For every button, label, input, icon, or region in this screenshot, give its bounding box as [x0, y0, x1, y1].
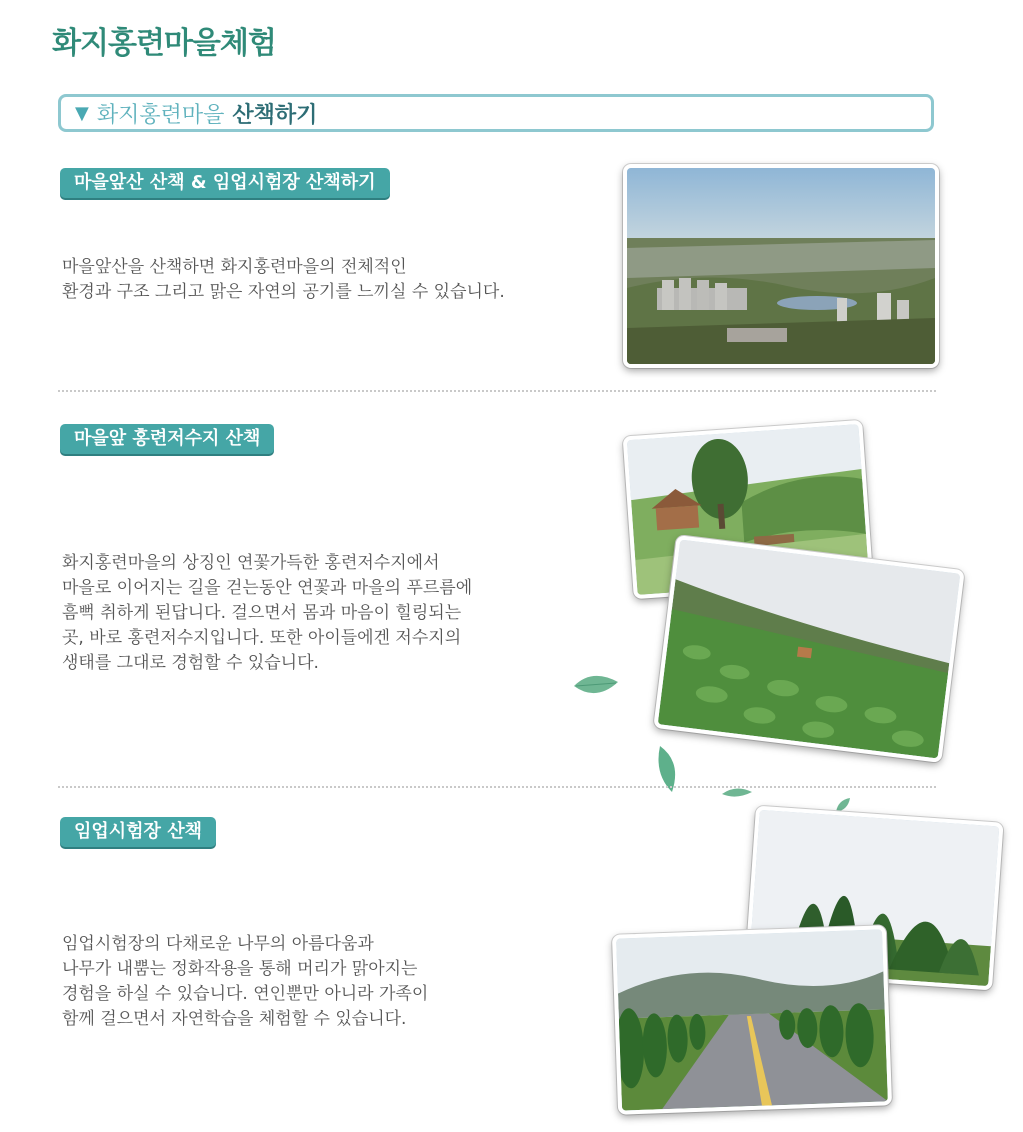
triangle-down-icon: ▼ [75, 102, 89, 124]
section-header [58, 94, 934, 132]
section-header-prefix: 화지홍련마을 [96, 102, 225, 128]
section-1-badge: 마을앞산 산책 & 임업시험장 산책하기 [60, 168, 390, 198]
section-3-description: 임업시험장의 다채로운 나무의 아름다움과 나무가 내뿜는 정화작용을 통해 머리가 맑아지는 경험을 하실 수 있습니다. 연인뿐만 아니라 가족이 함께 걸으면서 자연학습을 체험할 수 있습니다. [62, 934, 429, 1029]
mountain-view-photo [623, 164, 939, 368]
section-2-description: 화지홍련마을의 상징인 연꽃가득한 홍련저수지에서 마을로 이어지는 길을 걷는동안 연꽃과 마을의 푸르름에 흠뻑 취하게 된답니다. 걸으면서 몸과 마음이 힐링되는 곳, 바로 홍련저수지입니다. 또한 아이들에겐 저수지의 생태를 그대로 경험할 수 있습니다. [62, 553, 473, 673]
page-title: 화지홍련마을체험 [52, 26, 276, 61]
section-2-badge: 마을앞 홍련저수지 산책 [60, 424, 274, 454]
leaf-icon [572, 672, 620, 698]
section-divider [58, 390, 936, 392]
section-divider [58, 786, 936, 788]
tree-lined-road-photo [612, 925, 892, 1114]
section-1-description: 마을앞산을 산책하면 화지홍련마을의 전체적인 환경과 구조 그리고 맑은 자연의 공기를 느끼실 수 있습니다. [62, 257, 505, 302]
section-3-badge: 임업시험장 산책 [60, 817, 216, 847]
section-header-strong: 산책하기 [232, 102, 318, 128]
lotus-field-photo [653, 535, 964, 763]
